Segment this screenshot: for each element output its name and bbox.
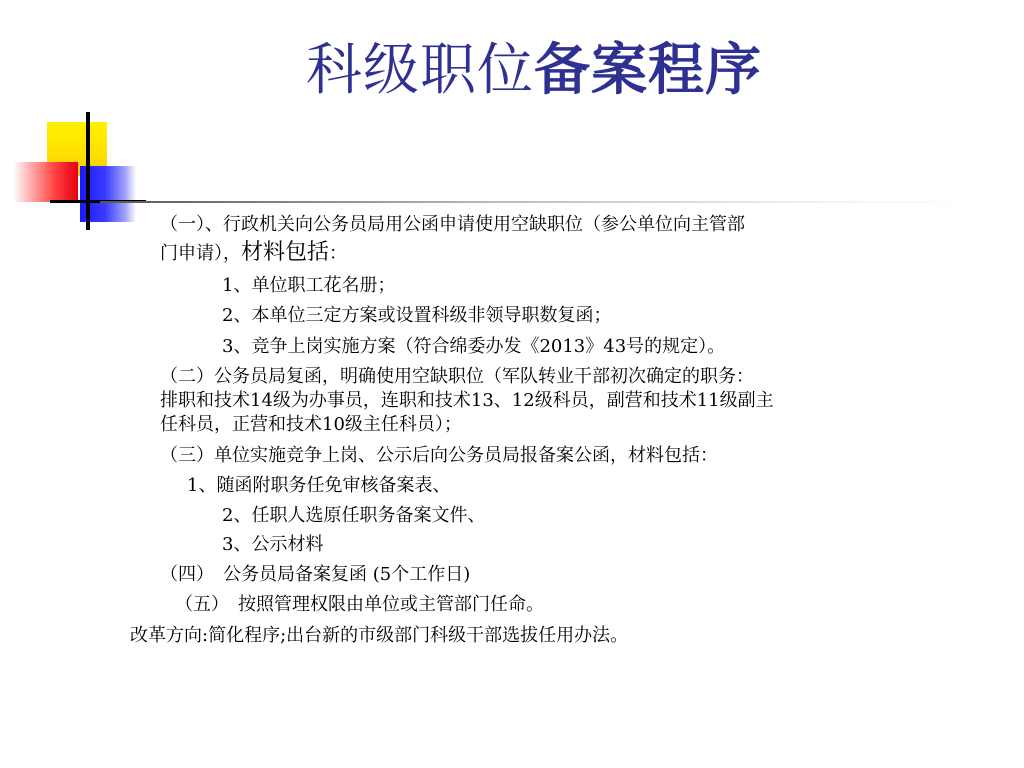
materials-colon: ： (329, 243, 348, 264)
title-part-2: 备案程序 (534, 37, 762, 103)
item-3-sub-1: 1、随函附职务任免审核备案表、 (187, 475, 451, 496)
item-1-sub-1: 1、单位职工花名册； (222, 275, 396, 296)
item-5: （五） 按照管理权限由单位或主管部门任命。 (175, 594, 544, 615)
item-1-sub-2: 2、本单位三定方案或设置科级非领导职数复函； (222, 305, 612, 326)
item-2-line-3: 任科员，正营和技术10级主任科员）； (160, 414, 462, 435)
item-3-line-1: （三）单位实施竞争上岗、公示后向公务员局报备案公函，材料包括： (160, 445, 718, 466)
reform-direction: 改革方向:简化程序;出台新的市级部门科级干部选拔任用办法。 (130, 625, 629, 646)
item-2-line-1: （二）公务员局复函，明确使用空缺职位（军队转业干部初次确定的职务： (160, 366, 754, 387)
item-4: （四） 公务员局备案复函 (5个工作日) (160, 564, 471, 585)
materials-label: 材料包括 (241, 240, 330, 265)
item-2-line-2: 排职和技术14级为办事员，连职和技术13、12级科员，副营和技术11级副主 (160, 390, 774, 411)
item-1-line-1: （一）、行政机关向公务员局用公函申请使用空缺职位（参公单位向主管部 (160, 214, 745, 235)
item-3-sub-3: 3、公示材料 (222, 534, 324, 555)
item-1-line-2 (160, 241, 347, 266)
item-1-sub-3: 3、竞争上岗实施方案（符合绵委办发《2013》43号的规定）。 (222, 336, 726, 357)
title-part-1: 科级职位 (306, 38, 534, 103)
item-3-sub-2: 2、任职人选原任职务备案文件、 (222, 505, 486, 526)
item-1-line-2-text: 门申请）， (160, 243, 241, 264)
